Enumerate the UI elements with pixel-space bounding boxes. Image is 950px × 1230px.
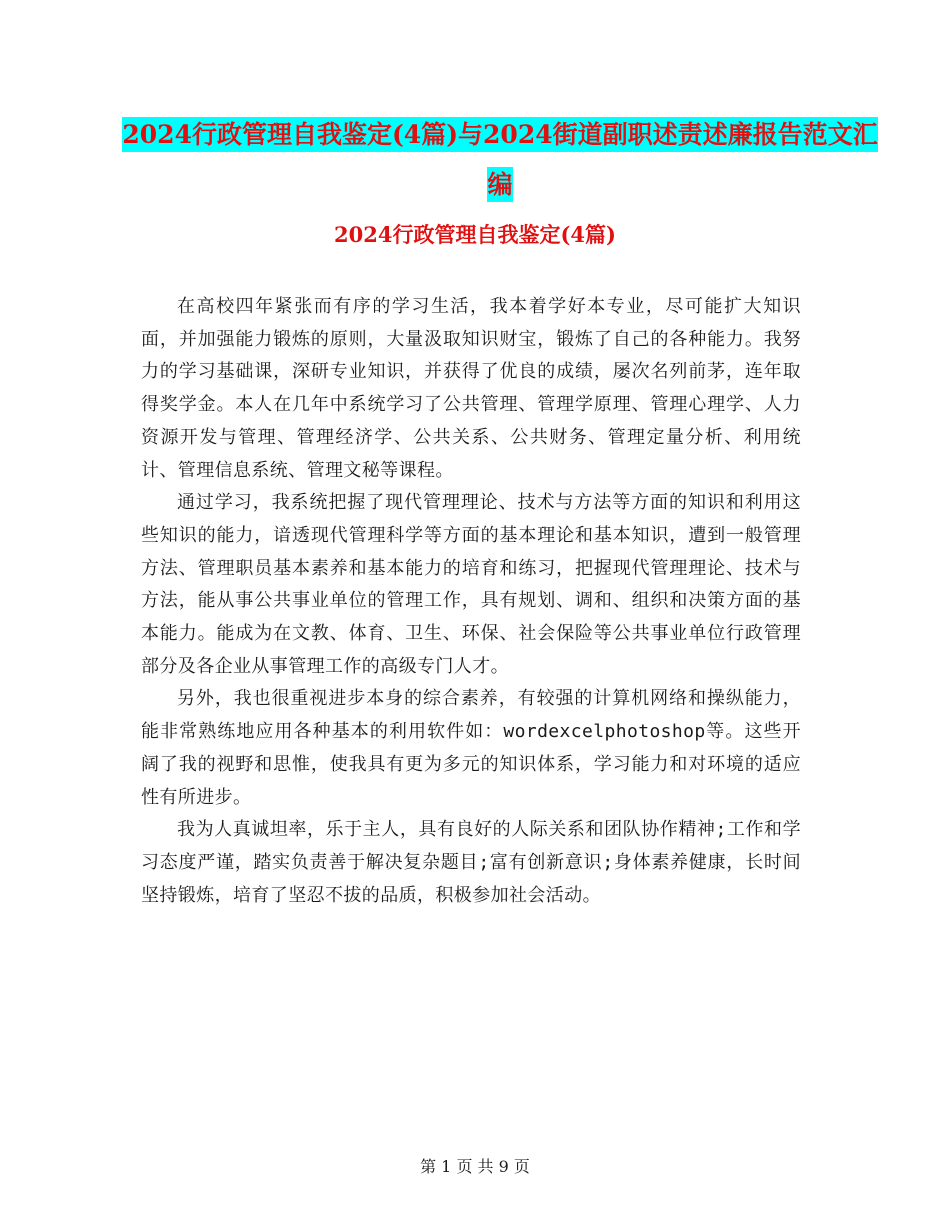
paragraph: 另外，我也很重视进步本身的综合素养，有较强的计算机网络和操纵能力，能非常熟练地应用各种基本的利用软件如：wordexcelphotoshop等。这些开阔了我的视野和思惟，使我具有更为多元的知识体系，学习能力和对环境的适应性有所进步。 [141,688,801,808]
document-title [120,110,880,210]
paragraph: 在高校四年紧张而有序的学习生活，我本着学好本专业，尽可能扩大知识面，并加强能力锻炼的原则，大量汲取知识财宝，锻炼了自己的各种能力。我努力的学习基础课，深研专业知识，并获得了优良的成绩，屡次名列前茅，连年取得奖学金。本人在几年中系统学习了公共管理、管理学原理、管理心理学、人力资源开发与管理、管理经济学、公共关系、公共财务、管理定量分析、利用统计、管理信息系统、管理文秘等课程。 [141,296,801,481]
document-body [141,291,801,912]
document-title-text: 2024行政管理自我鉴定(4篇)与2024街道副职述责述廉报告范文汇编 [122,117,877,202]
paragraph: 通过学习，我系统把握了现代管理理论、技术与方法等方面的知识和利用这些知识的能力，谙透现代管理科学等方面的基本理论和基本知识，遭到一般管理方法、管理职员基本素养和基本能力的培育和练习，把握现代管理理论、技术与方法，能从事公共事业单位的管理工作，具有规划、调和、组织和决策方面的基本能力。能成为在文教、体育、卫生、环保、社会保险等公共事业单位行政管理部分及各企业从事管理工作的高级专门人才。 [141,492,801,677]
section-title: 2024行政管理自我鉴定(4篇) [334,222,616,247]
page-number-label: 第 1 页 共 9 页 [420,1157,530,1176]
paragraph: 我为人真诚坦率，乐于主人，具有良好的人际关系和团队协作精神;工作和学习态度严谨，踏实负责善于解决复杂题目;富有创新意识;身体素养健康，长时间坚持锻炼，培育了坚忍不拔的品质，积极参加社会活动。 [141,819,801,906]
page-footer [0,1154,950,1177]
